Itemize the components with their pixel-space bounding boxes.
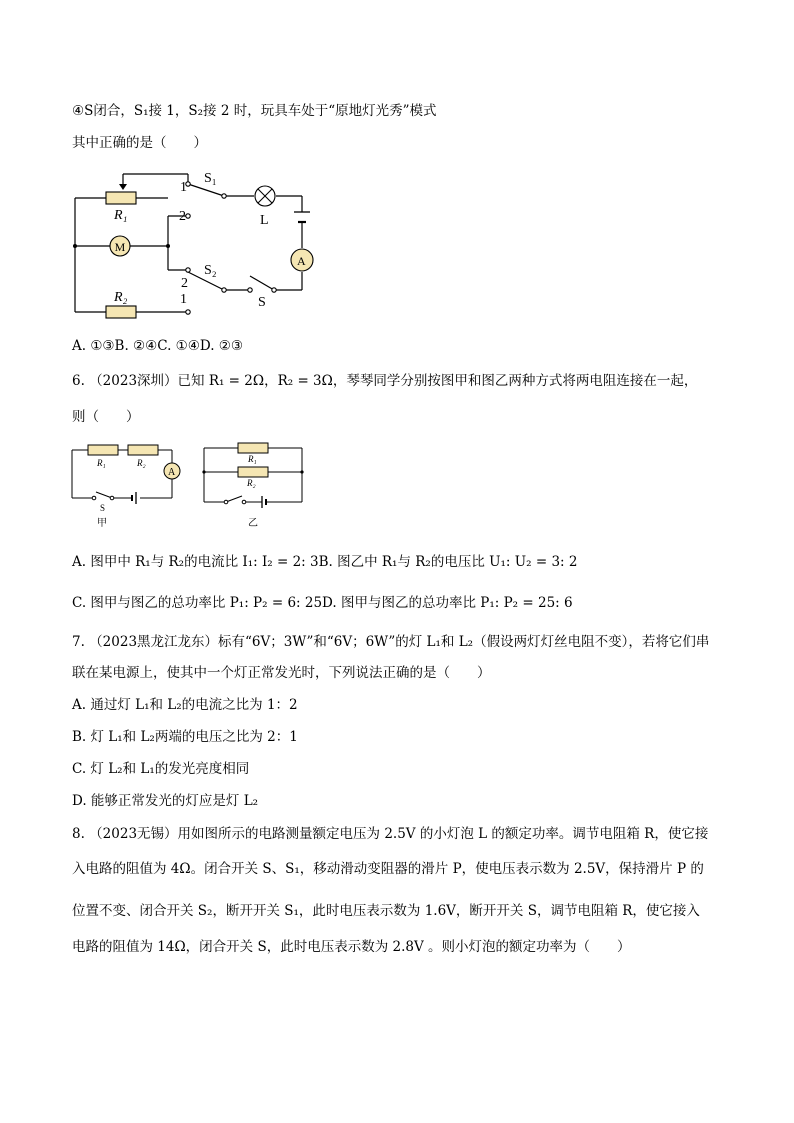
q7-option-a: A. 通过灯 L₁和 L₂的电流之比为 1：2 xyxy=(72,697,298,713)
terminal-1-top: 1 xyxy=(180,180,187,195)
q8-line-3: 位置不变、闭合开关 S₂，断开开关 S₁，此时电压表示数为 1.6V，断开开关 S，调节电阻箱 R，使它接入 xyxy=(72,903,700,919)
q6-stem-line-2: 则（ ） xyxy=(72,409,140,425)
yi-caption: 乙 xyxy=(248,518,258,529)
s1-label: S₁ xyxy=(204,171,217,186)
q6-options-line-2: C. 图甲与图乙的总功率比 P₁: P₂ = 6: 25D. 图甲与图乙的总功率比 P₁: P₂ = 25: 6 xyxy=(72,595,573,611)
q5-statement-4: ④S闭合，S₁接 1，S₂接 2 时，玩具车处于“原地灯光秀”模式 xyxy=(72,103,437,119)
jia-s-label: S xyxy=(100,503,106,513)
q7-stem-line-1: 7. （2023黑龙江龙东）标有“6V；3W”和“6V；6W”的灯 L₁和 L₂（假设两灯灯丝电阻不变），若将它们串 xyxy=(72,634,710,650)
r1-label: R₁ xyxy=(114,208,128,223)
s-label: S xyxy=(258,295,266,310)
jia-caption: 甲 xyxy=(97,518,107,529)
q5-prompt: 其中正确的是（ ） xyxy=(72,135,207,151)
q8-line-1: 8. （2023无锡）用如图所示的电路测量额定电压为 2.5V 的小灯泡 L 的额定功率。调节电阻箱 R，使它接 xyxy=(72,826,709,842)
ammeter-label: A xyxy=(297,254,306,268)
q7-option-b: B. 灯 L₁和 L₂两端的电压之比为 2：1 xyxy=(72,729,298,745)
motor-label: M xyxy=(114,240,126,254)
jia-ammeter-label: A xyxy=(168,467,176,478)
terminal-2-bottom: 2 xyxy=(181,276,188,291)
q5-circuit-diagram xyxy=(66,160,326,320)
yi-r2-label: R₂ xyxy=(247,478,256,488)
q7-option-d: D. 能够正常发光的灯应是灯 L₂ xyxy=(72,793,259,809)
terminal-1-bottom: 1 xyxy=(180,292,187,307)
q7-stem-line-2: 联在某电源上，使其中一个灯正常发光时，下列说法正确的是（ ） xyxy=(72,665,491,681)
q8-line-2: 入电路的阻值为 4Ω。闭合开关 S、S₁，移动滑动变阻器的滑片 P，使电压表示数为 2.5V，保持滑片 P 的 xyxy=(72,861,704,877)
q6-figure-yi xyxy=(200,440,310,540)
q8-line-4: 电路的阻值为 14Ω，闭合开关 S，此时电压表示数为 2.8V 。则小灯泡的额定功率为（ ） xyxy=(72,939,631,955)
s2-label: S₂ xyxy=(204,263,217,278)
r2-label: R₂ xyxy=(114,290,128,305)
jia-r1-label: R₁ xyxy=(97,458,106,468)
q6-figure-jia xyxy=(70,440,188,540)
q5-options: A. ①③B. ②④C. ①④D. ②③ xyxy=(72,338,244,354)
yi-r1-label: R₁ xyxy=(248,454,257,464)
terminal-2-top: 2 xyxy=(179,209,186,224)
q6-stem-line-1: 6. （2023深圳）已知 R₁ = 2Ω，R₂ = 3Ω，琴琴同学分别按图甲和图乙两种方式将两电阻连接在一起， xyxy=(72,373,698,389)
q6-options-line-1: A. 图甲中 R₁与 R₂的电流比 I₁: I₂ = 2: 3B. 图乙中 R₁与 R₂的电压比 U₁: U₂ = 3: 2 xyxy=(72,554,578,570)
jia-r2-label: R₂ xyxy=(137,458,146,468)
lamp-label: L xyxy=(260,213,269,228)
q7-option-c: C. 灯 L₂和 L₁的发光亮度相同 xyxy=(72,761,250,777)
